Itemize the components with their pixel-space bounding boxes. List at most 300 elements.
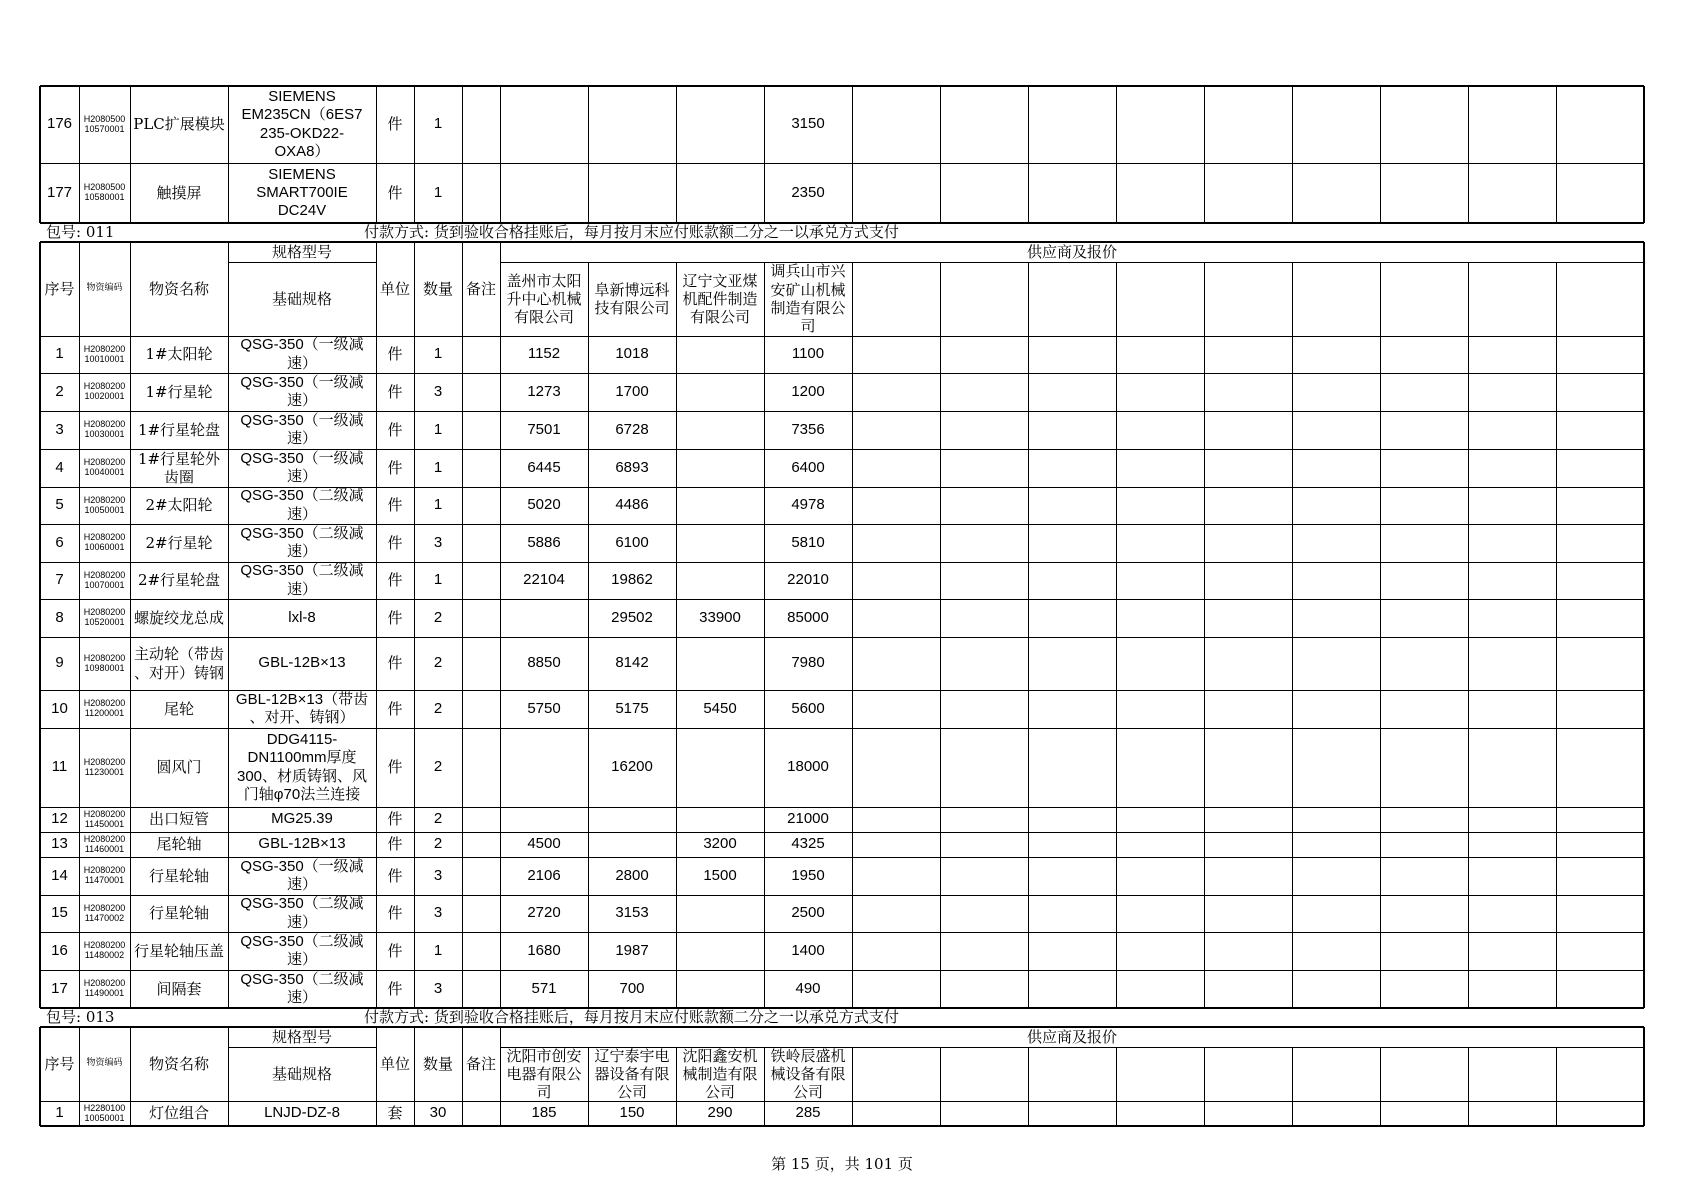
grid-line <box>1468 262 1469 336</box>
row-material-code: H2080200 11490001 <box>83 978 126 998</box>
row-price: 5810 <box>791 533 825 551</box>
row-price <box>588 86 676 163</box>
grid-line <box>1292 1101 1293 1126</box>
row-price: 2500 <box>791 904 825 922</box>
row-qty: 2 <box>433 810 443 828</box>
package-number: 包号: 013 <box>46 1008 115 1027</box>
row-unit: 件 <box>387 699 403 718</box>
row-unit: 件 <box>387 571 403 590</box>
row-seq: 9 <box>55 654 64 672</box>
row-qty: 1 <box>433 496 443 514</box>
row-spec: QSG-350（一级减 速） <box>240 373 364 409</box>
row-unit: 件 <box>387 382 403 401</box>
row-seq: 8 <box>55 608 64 626</box>
row-price <box>588 832 676 857</box>
row-spec: GBL-12B×13 <box>258 654 346 672</box>
row-remark <box>462 487 500 524</box>
row-remark <box>462 411 500 449</box>
header-qty: 数量 <box>422 279 453 298</box>
grid-line <box>1292 1047 1293 1101</box>
supplier-name: 沈阳鑫安机 械制造有限 公司 <box>682 1047 758 1101</box>
grid-line <box>39 86 41 223</box>
row-unit: 件 <box>387 458 403 477</box>
row-qty: 3 <box>433 979 443 997</box>
grid-line <box>852 1101 853 1126</box>
grid-line <box>228 86 229 223</box>
row-price <box>676 411 764 449</box>
grid-line <box>1468 1047 1469 1101</box>
row-price <box>676 895 764 932</box>
grid-line <box>852 86 853 223</box>
grid-line <box>588 1101 589 1126</box>
header-seq: 序号 <box>44 1054 75 1073</box>
row-seq: 14 <box>51 866 68 884</box>
grid-line <box>1028 262 1029 336</box>
row-qty: 1 <box>433 941 443 959</box>
grid-line <box>1468 86 1469 223</box>
row-price: 3200 <box>703 835 737 853</box>
row-material-code: H2080200 10030001 <box>83 419 126 439</box>
row-material-name: 间隔套 <box>156 979 202 998</box>
row-spec: SIEMENS SMART700IE DC24V <box>256 165 348 220</box>
grid-line <box>1556 1047 1557 1101</box>
grid-line <box>1116 86 1117 223</box>
row-spec: QSG-350（二级减 速） <box>240 562 364 598</box>
grid-line <box>130 336 131 1008</box>
row-spec: MG25.39 <box>271 810 333 828</box>
grid-line <box>1116 1101 1117 1126</box>
row-material-code: H2080200 10020001 <box>83 381 126 401</box>
row-material-code: H2080200 10010001 <box>83 343 126 364</box>
row-material-code: H2080200 10520001 <box>83 607 126 627</box>
row-seq: 5 <box>55 496 64 514</box>
grid-line <box>764 1101 765 1126</box>
grid-line <box>228 336 229 1008</box>
row-price <box>588 163 676 223</box>
row-material-name: 2#行星轮 <box>145 533 213 552</box>
row-price: 6445 <box>527 458 561 476</box>
row-remark <box>462 832 500 857</box>
row-seq: 7 <box>55 571 64 589</box>
row-material-code: H2080200 10070001 <box>83 569 126 590</box>
grid-line <box>764 336 765 1008</box>
row-price: 6400 <box>791 458 825 476</box>
package-number: 包号: 011 <box>46 223 115 242</box>
row-price: 2800 <box>615 866 649 884</box>
row-price: 4500 <box>527 835 561 853</box>
row-price: 1100 <box>791 345 825 363</box>
row-seq: 1 <box>55 345 64 363</box>
row-seq: 6 <box>55 533 64 551</box>
row-qty: 1 <box>433 571 443 589</box>
grid-line <box>39 1101 41 1126</box>
row-seq: 176 <box>46 115 73 133</box>
row-price: 1273 <box>527 382 561 400</box>
supplier-name: 沈阳市创安 电器有限公 司 <box>506 1047 582 1101</box>
row-price: 29502 <box>611 608 653 626</box>
row-spec: QSG-350（二级减 速） <box>240 524 364 560</box>
row-remark <box>462 807 500 832</box>
header-unit: 单位 <box>379 279 410 298</box>
row-spec: LNJD-DZ-8 <box>264 1104 340 1122</box>
grid-line <box>414 336 415 1008</box>
supplier-name: 辽宁文亚煤 机配件制造 有限公司 <box>682 271 758 327</box>
header-remark: 备注 <box>465 1054 496 1073</box>
grid-line <box>130 1101 131 1126</box>
grid-line <box>414 1101 415 1126</box>
row-seq: 15 <box>51 904 68 922</box>
row-seq: 10 <box>51 699 68 717</box>
row-price: 21000 <box>787 810 829 828</box>
grid-line <box>940 86 941 223</box>
row-price: 8142 <box>615 654 649 672</box>
row-price: 7356 <box>791 420 825 438</box>
row-remark <box>462 524 500 562</box>
row-price <box>676 86 764 163</box>
row-seq: 177 <box>46 183 73 201</box>
grid-line <box>1380 336 1381 1008</box>
row-price <box>676 807 764 832</box>
payment-terms: 付款方式: 货到验收合格挂账后，每月按月末应付账款额二分之一以承兑方式支付 <box>364 1008 899 1027</box>
row-price <box>676 524 764 562</box>
row-price: 2106 <box>527 866 561 884</box>
grid-line <box>588 336 589 1008</box>
row-price: 5450 <box>703 699 737 717</box>
supplier-name: 铁岭辰盛机 械设备有限 公司 <box>770 1047 846 1101</box>
row-remark <box>462 373 500 411</box>
row-spec: QSG-350（一级减 速） <box>240 336 364 372</box>
row-material-name: PLC扩展模块 <box>133 115 225 134</box>
row-price <box>676 637 764 690</box>
row-qty: 1 <box>433 458 443 476</box>
row-price: 185 <box>531 1104 557 1122</box>
row-remark <box>462 932 500 970</box>
row-price: 4486 <box>615 496 649 514</box>
row-price <box>500 163 588 223</box>
row-price: 700 <box>619 979 645 997</box>
row-price: 6893 <box>615 458 649 476</box>
row-price: 8850 <box>527 654 561 672</box>
row-spec: QSG-350（二级减 速） <box>240 970 364 1006</box>
row-price: 1500 <box>703 866 737 884</box>
row-material-name: 行星轮轴 <box>148 904 209 923</box>
row-qty: 1 <box>433 115 443 133</box>
row-remark <box>462 1101 500 1126</box>
row-spec: lxl-8 <box>288 608 316 626</box>
row-unit: 件 <box>387 496 403 515</box>
row-price <box>500 807 588 832</box>
grid-line <box>39 336 41 1008</box>
grid-line <box>1292 262 1293 336</box>
header-spec-model: 规格型号 <box>271 242 332 261</box>
row-price: 1400 <box>791 941 825 959</box>
header-material-name: 物资名称 <box>148 1054 209 1073</box>
row-material-code: H2080200 10050001 <box>83 494 126 515</box>
grid-line <box>1028 1101 1029 1126</box>
grid-line <box>1556 336 1557 1008</box>
row-price: 2350 <box>791 183 825 201</box>
grid-line <box>376 1101 377 1126</box>
row-price: 7501 <box>527 420 561 438</box>
row-unit: 件 <box>387 866 403 885</box>
row-material-code: H2080200 11460001 <box>83 833 126 854</box>
row-price: 1987 <box>615 941 649 959</box>
row-material-code: H2080200 11480002 <box>83 940 126 960</box>
header-material-code: 物资编码 <box>86 1058 123 1069</box>
row-price: 16200 <box>611 758 653 776</box>
header-material-code: 物资编码 <box>86 283 123 294</box>
row-seq: 3 <box>55 420 64 438</box>
grid-line <box>1643 336 1645 1008</box>
row-seq: 17 <box>51 979 68 997</box>
grid-line <box>1204 1101 1205 1126</box>
row-seq: 1 <box>55 1104 64 1122</box>
row-qty: 3 <box>433 866 443 884</box>
grid-line <box>1204 336 1205 1008</box>
row-unit: 件 <box>387 420 403 439</box>
row-qty: 1 <box>433 183 443 201</box>
grid-line <box>376 86 377 223</box>
row-price <box>500 599 588 637</box>
row-material-name: 2#太阳轮 <box>145 496 213 515</box>
procurement-table <box>40 86 1650 1126</box>
row-material-name: 螺旋绞龙总成 <box>133 608 224 627</box>
page-footer: 第 15 页，共 101 页 <box>771 1155 913 1173</box>
row-price: 5750 <box>527 699 561 717</box>
row-price <box>676 373 764 411</box>
row-price: 1200 <box>791 382 825 400</box>
row-price: 22010 <box>787 571 829 589</box>
grid-line <box>1028 1047 1029 1101</box>
row-remark <box>462 336 500 373</box>
row-qty: 1 <box>433 345 443 363</box>
grid-line <box>79 1101 80 1126</box>
supplier-name: 阜新博远科 技有限公司 <box>594 280 670 317</box>
row-material-name: 行星轮轴 <box>148 866 209 885</box>
header-seq: 序号 <box>44 279 75 298</box>
grid-line <box>79 336 80 1008</box>
row-price <box>676 562 764 599</box>
row-seq: 12 <box>51 810 68 828</box>
grid-line <box>1116 1047 1117 1101</box>
row-price: 4325 <box>791 835 825 853</box>
row-qty: 2 <box>433 758 443 776</box>
row-spec: QSG-350（二级减 速） <box>240 487 364 523</box>
row-price: 1950 <box>791 866 825 884</box>
grid-line <box>130 86 131 223</box>
row-price <box>676 728 764 807</box>
row-material-code: H2080200 11230001 <box>83 756 126 777</box>
row-price <box>588 807 676 832</box>
row-remark <box>462 599 500 637</box>
row-price <box>500 728 588 807</box>
grid-line <box>1028 86 1029 223</box>
grid-line <box>1116 336 1117 1008</box>
grid-line <box>228 1101 229 1126</box>
row-spec: QSG-350（一级减 速） <box>240 857 364 893</box>
grid-line <box>852 336 853 1008</box>
row-price: 18000 <box>787 758 829 776</box>
grid-line <box>500 86 501 223</box>
row-unit: 件 <box>387 115 403 134</box>
row-remark <box>462 690 500 728</box>
grid-line <box>1116 262 1117 336</box>
grid-line <box>1643 86 1645 223</box>
grid-line <box>1204 1047 1205 1101</box>
grid-line <box>1556 86 1557 223</box>
row-price: 571 <box>531 979 557 997</box>
row-spec: DDG4115- DN1100mm厚度 300、材质铸钢、风 门轴φ70法兰连接 <box>236 730 368 803</box>
row-price: 5020 <box>527 496 561 514</box>
grid-line <box>676 336 677 1008</box>
row-material-name: 1#行星轮盘 <box>137 420 221 439</box>
row-spec: QSG-350（一级减 速） <box>240 411 364 447</box>
row-qty: 3 <box>433 382 443 400</box>
row-material-name: 行星轮轴压盖 <box>133 941 224 960</box>
row-unit: 件 <box>387 941 403 960</box>
grid-line <box>1204 86 1205 223</box>
grid-line <box>940 262 941 336</box>
row-material-name: 1#行星轮外 齿圈 <box>137 449 221 486</box>
row-material-name: 圆风门 <box>156 758 202 777</box>
row-material-code: H2080200 11200001 <box>83 698 126 718</box>
row-seq: 2 <box>55 382 64 400</box>
row-price: 6100 <box>615 533 649 551</box>
row-remark <box>462 637 500 690</box>
grid-line <box>1468 336 1469 1008</box>
row-price <box>676 449 764 487</box>
grid-line <box>1643 1101 1645 1126</box>
grid-line <box>500 336 501 1008</box>
row-qty: 3 <box>433 904 443 922</box>
grid-line <box>462 86 463 223</box>
row-material-name: 1#行星轮 <box>145 382 213 401</box>
row-unit: 件 <box>387 654 403 673</box>
header-remark: 备注 <box>465 279 496 298</box>
grid-line <box>79 86 80 223</box>
row-price: 5886 <box>527 533 561 551</box>
grid-line <box>462 336 463 1008</box>
row-material-code: H2080500 10570001 <box>83 113 126 134</box>
row-material-name: 主动轮（带齿 、对开）铸钢 <box>133 645 224 682</box>
row-price: 33900 <box>699 608 741 626</box>
grid-line <box>414 86 415 223</box>
row-price <box>676 487 764 524</box>
grid-line <box>1292 86 1293 223</box>
row-spec: QSG-350（二级减 速） <box>240 932 364 968</box>
row-remark <box>462 449 500 487</box>
row-remark <box>462 857 500 895</box>
row-spec: SIEMENS EM235CN（6ES7 235-OKD22- OXA8） <box>241 87 363 160</box>
grid-line <box>1292 336 1293 1008</box>
row-seq: 13 <box>51 835 68 853</box>
grid-line <box>676 1101 677 1126</box>
row-price <box>500 86 588 163</box>
row-price: 2720 <box>527 904 561 922</box>
row-material-code: H2080200 10060001 <box>83 532 126 552</box>
row-unit: 件 <box>387 533 403 552</box>
row-material-code: H2080200 11470002 <box>83 902 126 923</box>
grid-line <box>764 86 765 223</box>
grid-line <box>940 336 941 1008</box>
row-price: 85000 <box>787 608 829 626</box>
grid-line <box>676 86 677 223</box>
row-price: 1680 <box>527 941 561 959</box>
grid-line <box>462 1101 463 1126</box>
row-material-code: H2080200 10980001 <box>83 652 126 673</box>
row-price: 3153 <box>615 904 649 922</box>
row-unit: 件 <box>387 835 403 854</box>
row-price <box>676 336 764 373</box>
grid-line <box>940 1047 941 1101</box>
row-price: 3150 <box>791 115 825 133</box>
row-remark <box>462 562 500 599</box>
grid-line <box>1468 1101 1469 1126</box>
row-unit: 件 <box>387 758 403 777</box>
grid-line <box>1380 86 1381 223</box>
header-qty: 数量 <box>422 1054 453 1073</box>
row-qty: 3 <box>433 533 443 551</box>
row-price <box>676 970 764 1008</box>
grid-line <box>588 86 589 223</box>
row-price: 490 <box>795 979 821 997</box>
grid-line <box>1380 262 1381 336</box>
row-qty: 1 <box>433 420 443 438</box>
row-qty: 2 <box>433 835 443 853</box>
row-qty: 2 <box>433 608 443 626</box>
row-unit: 件 <box>387 810 403 829</box>
row-unit: 件 <box>387 183 403 202</box>
header-unit: 单位 <box>379 1054 410 1073</box>
grid-line <box>1380 1047 1381 1101</box>
row-qty: 2 <box>433 699 443 717</box>
row-material-code: H2080200 10040001 <box>83 457 126 477</box>
row-price: 19862 <box>611 571 653 589</box>
row-price <box>676 932 764 970</box>
payment-terms: 付款方式: 货到验收合格挂账后，每月按月末应付账款额二分之一以承兑方式支付 <box>364 223 899 242</box>
row-price: 6728 <box>615 420 649 438</box>
row-unit: 套 <box>387 1104 403 1123</box>
row-material-code: H2080200 11450001 <box>83 808 126 829</box>
row-spec: GBL-12B×13 <box>258 835 346 853</box>
row-material-name: 灯位组合 <box>148 1104 209 1123</box>
header-spec-model: 规格型号 <box>271 1027 332 1046</box>
row-material-name: 触摸屏 <box>156 183 202 202</box>
row-seq: 11 <box>51 758 68 776</box>
row-material-name: 1#太阳轮 <box>145 345 213 364</box>
row-material-code: H2080500 10580001 <box>83 182 126 202</box>
grid-line <box>1028 336 1029 1008</box>
row-spec: QSG-350（二级减 速） <box>240 895 364 931</box>
row-remark <box>462 970 500 1008</box>
row-price <box>676 163 764 223</box>
row-material-code: H2080200 11470001 <box>83 865 126 885</box>
row-price: 4978 <box>791 496 825 514</box>
supplier-name: 辽宁泰宇电 器设备有限 公司 <box>594 1047 670 1101</box>
row-remark <box>462 895 500 932</box>
row-price: 1700 <box>615 382 649 400</box>
row-seq: 16 <box>51 941 68 959</box>
supplier-name: 调兵山市兴 安矿山机械 制造有限公 司 <box>770 262 846 336</box>
grid-line <box>1556 1101 1557 1126</box>
header-suppliers-title: 供应商及报价 <box>1026 242 1117 261</box>
row-price: 1152 <box>527 345 561 363</box>
header-spec-basic: 基础规格 <box>271 1064 332 1083</box>
row-material-name: 出口短管 <box>148 810 209 829</box>
row-price: 285 <box>795 1104 821 1122</box>
header-suppliers-title: 供应商及报价 <box>1026 1027 1117 1046</box>
row-price: 150 <box>619 1104 645 1122</box>
